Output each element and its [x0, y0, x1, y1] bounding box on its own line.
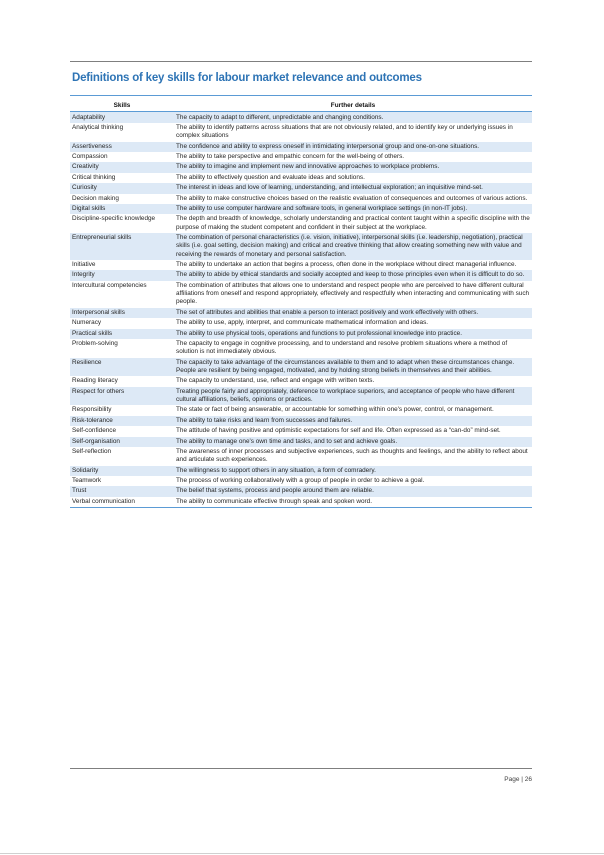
table-row — [70, 308, 532, 318]
skill-name: Integrity — [70, 270, 174, 280]
table-row — [70, 112, 532, 123]
table-row — [70, 426, 532, 436]
skill-name: Self-confidence — [70, 426, 174, 436]
skill-detail: The ability to take perspective and empathic concern for the well-being of others. — [174, 152, 532, 162]
skill-detail: The ability to abide by ethical standards and socially accepted and keep to those principles even when it is difficult to do so. — [174, 270, 532, 280]
table-header-row — [70, 100, 532, 112]
skill-detail: The attitude of having positive and optimistic expectations for self and life. Often expressed as a “can-do” mind-set. — [174, 426, 532, 436]
table-row — [70, 437, 532, 447]
skill-name: Teamwork — [70, 476, 174, 486]
table-row — [70, 233, 532, 260]
skill-name: Analytical thinking — [70, 123, 174, 142]
skill-name: Risk-tolerance — [70, 416, 174, 426]
skill-detail: The ability to undertake an action that begins a process, often done in the workplace without direct managerial influence. — [174, 260, 532, 270]
skill-name: Trust — [70, 486, 174, 496]
skill-detail: The ability to identify patterns across situations that are not obviously related, and to identify key or underlying issues in complex situations — [174, 123, 532, 142]
skill-name: Decision making — [70, 194, 174, 204]
skill-name: Compassion — [70, 152, 174, 162]
table-row — [70, 447, 532, 466]
table-row — [70, 152, 532, 162]
skill-name: Digital skills — [70, 204, 174, 214]
table-row — [70, 416, 532, 426]
table-row — [70, 204, 532, 214]
skill-detail: The capacity to take advantage of the circumstances available to them and to adapt when these circumstances change. People are resilient by being engaged, motivated, and by holding strong beliefs in themselves and their abilities. — [174, 358, 532, 377]
skill-detail: The process of working collaboratively with a group of people in order to achieve a goal. — [174, 476, 532, 486]
skill-name: Curiosity — [70, 183, 174, 193]
table-row — [70, 214, 532, 233]
table-row — [70, 260, 532, 270]
skill-detail: The belief that systems, process and people around them are reliable. — [174, 486, 532, 496]
skill-name: Numeracy — [70, 318, 174, 328]
skill-detail: The depth and breadth of knowledge, scholarly understanding and practical content taught within a specific discipline with the purpose of making the student competent and confident in their subject at the workplace. — [174, 214, 532, 233]
skill-detail: The combination of attributes that allows one to understand and respect people who are perceived to have different cultural affiliations from oneself and respond appropriately, effectively and respectfully when interacting and communicating with such people. — [174, 281, 532, 308]
skill-name: Discipline-specific knowledge — [70, 214, 174, 233]
skill-name: Problem-solving — [70, 339, 174, 358]
table-row — [70, 318, 532, 328]
skill-name: Resilience — [70, 358, 174, 377]
skill-detail: The combination of personal characteristics (i.e. vision, initiative), interpersonal skills (i.e. leadership, negotiation), practical skills (i.e. goal setting, decision making) and critical and creative thinking that allow creating something new with value and receiving the rewards of monetary and personal satisfaction. — [174, 233, 532, 260]
skill-detail: The ability to imagine and implement new and innovative approaches to workplace problems. — [174, 162, 532, 172]
skill-name: Self-organisation — [70, 437, 174, 447]
skill-detail: The ability to communicate effective through speak and spoken word. — [174, 497, 532, 508]
skill-detail: The capacity to engage in cognitive processing, and to understand and resolve problem situations where a method of solution is not immediately obvious. — [174, 339, 532, 358]
table-row — [70, 281, 532, 308]
column-header-skills: Skills — [70, 100, 174, 112]
skill-name: Adaptability — [70, 112, 174, 123]
header-rule — [70, 61, 532, 62]
skill-detail: The interest in ideas and love of learning, understanding, and intellectual exploration; an inquisitive mind-set. — [174, 183, 532, 193]
skill-detail: The ability to make constructive choices based on the realistic evaluation of consequences and outcomes of various actions. — [174, 194, 532, 204]
skill-name: Solidarity — [70, 466, 174, 476]
table-row — [70, 183, 532, 193]
table-body — [70, 112, 532, 508]
skill-name: Intercultural competencies — [70, 281, 174, 308]
skill-detail: The ability to manage one's own time and tasks, and to set and achieve goals. — [174, 437, 532, 447]
table-row — [70, 123, 532, 142]
skill-detail: The state or fact of being answerable, or accountable for something within one's power, control, or management. — [174, 405, 532, 415]
skill-name: Entrepreneurial skills — [70, 233, 174, 260]
table-row — [70, 270, 532, 280]
table-row — [70, 466, 532, 476]
skill-detail: The ability to use physical tools, operations and functions to put professional knowledge into practice. — [174, 329, 532, 339]
skill-name: Interpersonal skills — [70, 308, 174, 318]
skill-name: Reading literacy — [70, 376, 174, 386]
skill-name: Respect for others — [70, 387, 174, 406]
title-rule — [70, 95, 532, 96]
skill-name: Self-reflection — [70, 447, 174, 466]
section-title: Definitions of key skills for labour market relevance and outcomes — [72, 72, 422, 84]
table-row — [70, 387, 532, 406]
page-edge — [0, 853, 604, 854]
skill-name: Responsibility — [70, 405, 174, 415]
table-row — [70, 194, 532, 204]
table-row — [70, 486, 532, 496]
skill-detail: The set of attributes and abilities that enable a person to interact positively and work effectively with others. — [174, 308, 532, 318]
skill-detail: The confidence and ability to express oneself in intimidating interpersonal group and one-on-one situations. — [174, 142, 532, 152]
table-row — [70, 162, 532, 172]
footer-rule — [70, 768, 532, 769]
page-number: Page | 26 — [504, 776, 532, 783]
skill-detail: The ability to take risks and learn from successes and failures. — [174, 416, 532, 426]
table-row — [70, 173, 532, 183]
skill-detail: The capacity to adapt to different, unpredictable and changing conditions. — [174, 112, 532, 123]
skill-detail: The willingness to support others in any situation, a form of comradery. — [174, 466, 532, 476]
skill-name: Verbal communication — [70, 497, 174, 508]
table-row — [70, 329, 532, 339]
skill-detail: The ability to use, apply, interpret, and communicate mathematical information and ideas. — [174, 318, 532, 328]
skill-name: Practical skills — [70, 329, 174, 339]
skill-name: Initiative — [70, 260, 174, 270]
skill-name: Assertiveness — [70, 142, 174, 152]
table-row — [70, 497, 532, 508]
table-row — [70, 142, 532, 152]
table-row — [70, 405, 532, 415]
skill-name: Creativity — [70, 162, 174, 172]
column-header-further-details: Further details — [174, 100, 532, 112]
skill-detail: The ability to effectively question and evaluate ideas and solutions. — [174, 173, 532, 183]
skill-name: Critical thinking — [70, 173, 174, 183]
skill-detail: The awareness of inner processes and subjective experiences, such as thoughts and feelings, and the ability to reflect about and articulate such experiences. — [174, 447, 532, 466]
skill-detail: Treating people fairly and appropriately, deference to workplace superiors, and acceptance of people who have different cultural affiliations, beliefs, opinions or practices. — [174, 387, 532, 406]
table-row — [70, 358, 532, 377]
table-row — [70, 476, 532, 486]
table-row — [70, 339, 532, 358]
skills-table — [70, 100, 532, 508]
skill-detail: The ability to use computer hardware and software tools, in general workplace settings (in non-IT jobs). — [174, 204, 532, 214]
table-row — [70, 376, 532, 386]
skill-detail: The capacity to understand, use, reflect and engage with written texts. — [174, 376, 532, 386]
